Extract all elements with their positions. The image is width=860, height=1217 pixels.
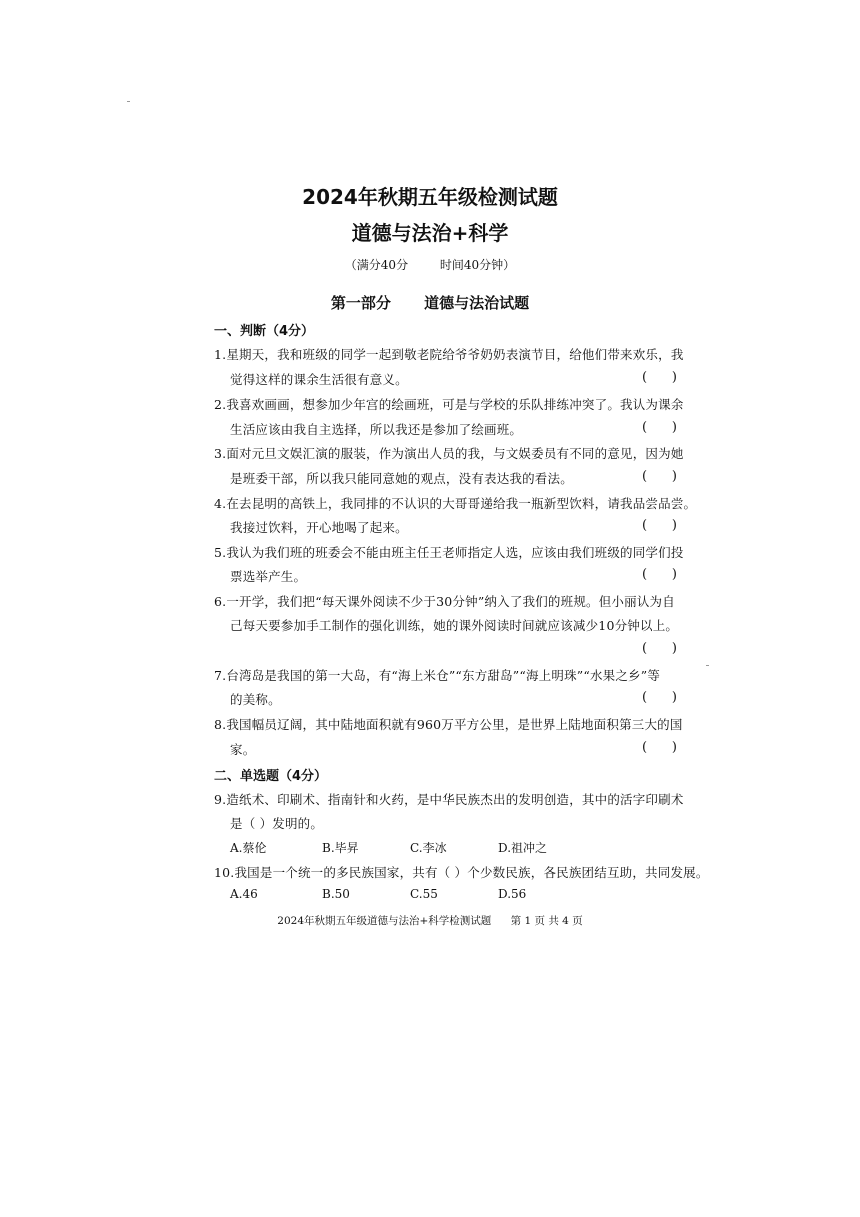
part-label: 第一部分 [330,294,391,312]
answer-blank: ( ) [642,690,677,705]
question-line: 1.星期天，我和班级的同学一起到敬老院给爷爷奶奶表演节目，给他们带来欢乐，我 [214,347,684,362]
option-b: B.50 [322,887,350,901]
time-info: 时间40分钟） [439,258,516,272]
question-line: 觉得这样的课余生活很有意义。 [230,372,408,387]
question-line: 7.台湾岛是我国的第一大岛，有“海上米仓”“东方甜岛”“海上明珠”“水果之乡”等 [214,668,661,683]
section-heading-single-choice: 二、单选题（4分） [214,769,328,784]
exam-title: 2024年秋期五年级检测试题 [302,185,558,209]
option-c: C.55 [410,887,438,901]
score-info: （满分40分 [344,258,409,272]
question-line: 10.我国是一个统一的多民族国家，共有（ ）个少数民族，各民族团结互助，共同发展。 [214,865,709,880]
question-line: 3.面对元旦文娱汇演的服装，作为演出人员的我，与文娱委员有不同的意见，因为她 [214,446,684,461]
answer-blank: ( ) [642,567,677,582]
question-line: 我接过饮料，开心地喝了起来。 [230,520,408,535]
option-c: C.李冰 [410,841,447,855]
question-line: 是班委干部，所以我只能同意她的观点，没有表达我的看法。 [230,471,573,486]
exam-subject: 道德与法治+科学 [351,221,509,245]
question-line: 家。 [230,742,256,757]
question-line: 的美称。 [230,692,281,707]
option-d: D.祖冲之 [498,841,548,855]
question-line: 票选举产生。 [230,569,307,584]
part-title: 道德与法治试题 [424,294,530,312]
answer-blank: ( ) [642,420,677,435]
scan-speck [706,665,709,666]
question-line: 9.造纸术、印刷术、指南针和火药，是中华民族杰出的发明创造，其中的活字印刷术 [214,792,684,807]
exam-info [0,256,860,273]
option-a: A.蔡伦 [230,841,267,855]
option-a: A.46 [230,887,258,901]
answer-blank: ( ) [642,740,677,755]
option-b: B.毕昇 [322,841,359,855]
footer-page-info: 第 1 页 共 4 页 [510,915,583,927]
question-line: 6.一开学，我们把“每天课外阅读不少于30分钟”纳入了我们的班规。但小丽认为自 [214,594,675,609]
question-line: 5.我认为我们班的班委会不能由班主任王老师指定人选，应该由我们班级的同学们投 [214,545,684,560]
scan-speck [127,101,130,102]
part-heading [0,292,860,313]
option-d: D.56 [498,887,527,901]
question-line: 生活应该由我自主选择，所以我还是参加了绘画班。 [230,422,523,437]
page-footer [0,913,860,928]
question-line: 己每天要参加手工制作的强化训练，她的课外阅读时间就应该减少10分钟以上。 [230,618,679,633]
question-line: 2.我喜欢画画，想参加少年宫的绘画班，可是与学校的乐队排练冲突了。我认为课余 [214,397,684,412]
answer-blank: ( ) [642,469,677,484]
question-line: 8.我国幅员辽阔，其中陆地面积就有960万平方公里，是世界上陆地面积第三大的国 [214,717,683,732]
answer-blank: ( ) [642,370,677,385]
question-line: 是（ ）发明的。 [230,816,324,831]
answer-blank: ( ) [642,518,677,533]
question-line: 4.在去昆明的高铁上，我同排的不认识的大哥哥递给我一瓶新型饮料，请我品尝品尝。 [214,496,697,511]
answer-blank: ( ) [642,641,677,656]
footer-exam-name: 2024年秋期五年级道德与法治+科学检测试题 [277,915,492,927]
section-heading-judgment: 一、判断（4分） [214,324,315,339]
